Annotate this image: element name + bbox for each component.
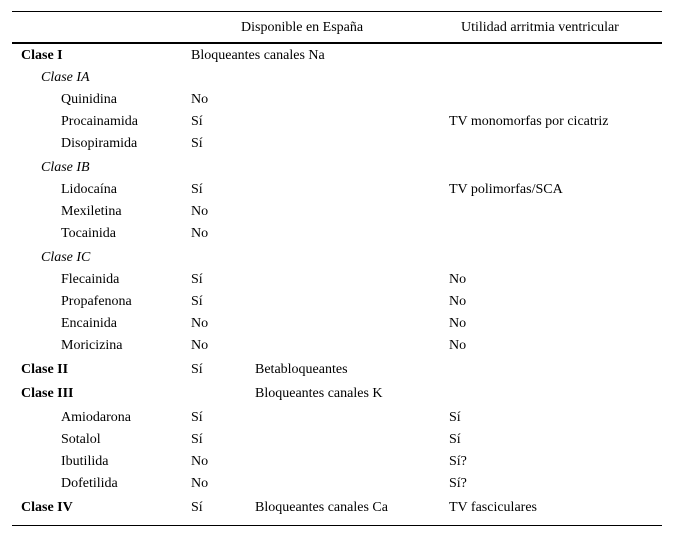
drug-name: Flecainida — [61, 272, 120, 287]
table-row — [12, 67, 662, 89]
utility-cell: TV fasciculares — [449, 500, 537, 515]
header-utility: Utilidad arritmia ventricular — [461, 20, 619, 35]
table-row — [12, 179, 662, 201]
drug-name: Amiodarona — [61, 410, 131, 425]
drug-name: Ibutilida — [61, 454, 109, 469]
drug-name: Moricizina — [61, 338, 123, 353]
availability-cell: Sí — [191, 432, 203, 447]
table-row — [12, 383, 662, 405]
table-row — [12, 269, 662, 291]
class-label: Clase II — [21, 362, 69, 377]
utility-cell: Sí? — [449, 454, 467, 469]
availability-cell: No — [191, 338, 209, 353]
availability-cell: No — [191, 204, 209, 219]
availability-cell: No — [191, 454, 209, 469]
table-row — [12, 45, 662, 67]
subclass-label: Clase IC — [41, 250, 91, 265]
class-label: Clase IV — [21, 500, 73, 515]
utility-cell: No — [449, 272, 467, 287]
availability-cell: Sí — [191, 294, 203, 309]
table-row — [12, 451, 662, 473]
table-row — [12, 407, 662, 429]
drug-name: Mexiletina — [61, 204, 122, 219]
class-label: Clase III — [21, 386, 74, 401]
drug-name: Dofetilida — [61, 476, 118, 491]
table-row — [12, 335, 662, 357]
table-row — [12, 223, 662, 245]
availability-cell: Sí — [191, 272, 203, 287]
utility-cell: Sí — [449, 432, 461, 447]
table-row — [12, 201, 662, 223]
table-row — [12, 89, 662, 111]
class-description: Bloqueantes canales Ca — [255, 500, 388, 515]
class-description: Bloqueantes canales Na — [191, 48, 325, 63]
availability-cell: No — [191, 226, 209, 241]
drug-name: Encainida — [61, 316, 117, 331]
availability-cell: No — [191, 92, 209, 107]
subclass-label: Clase IA — [41, 70, 90, 85]
drug-name: Sotalol — [61, 432, 101, 447]
drug-name: Disopiramida — [61, 136, 138, 151]
availability-cell: No — [191, 316, 209, 331]
table-row — [12, 473, 662, 495]
availability-cell: Sí — [191, 182, 203, 197]
availability-cell: Sí — [191, 136, 203, 151]
table-bottom-rule — [12, 525, 662, 526]
utility-cell: TV polimorfas/SCA — [449, 182, 563, 197]
table-row — [12, 111, 662, 133]
drug-name: Quinidina — [61, 92, 117, 107]
class-description: Bloqueantes canales K — [255, 386, 383, 401]
utility-cell: Sí? — [449, 476, 467, 491]
utility-cell: No — [449, 294, 467, 309]
table-row — [12, 133, 662, 155]
table-row — [12, 291, 662, 313]
class-label: Clase I — [21, 48, 63, 63]
table-row — [12, 313, 662, 335]
availability-cell: Sí — [191, 410, 203, 425]
table-header-rule — [12, 42, 662, 44]
availability-cell: Sí — [191, 362, 203, 377]
utility-cell: No — [449, 338, 467, 353]
subclass-label: Clase IB — [41, 160, 90, 175]
table-top-rule — [12, 11, 662, 12]
drug-name: Tocainida — [61, 226, 116, 241]
table-row — [12, 359, 662, 381]
table-row — [12, 247, 662, 269]
utility-cell: No — [449, 316, 467, 331]
class-description: Betabloqueantes — [255, 362, 348, 377]
availability-cell: Sí — [191, 500, 203, 515]
table-row — [12, 429, 662, 451]
utility-cell: Sí — [449, 410, 461, 425]
table-row — [12, 497, 662, 519]
availability-cell: Sí — [191, 114, 203, 129]
utility-cell: TV monomorfas por cicatriz — [449, 114, 609, 129]
drug-name: Propafenona — [61, 294, 132, 309]
drug-name: Procainamida — [61, 114, 138, 129]
table-row — [12, 157, 662, 179]
header-available: Disponible en España — [241, 20, 364, 35]
availability-cell: No — [191, 476, 209, 491]
drug-name: Lidocaína — [61, 182, 117, 197]
